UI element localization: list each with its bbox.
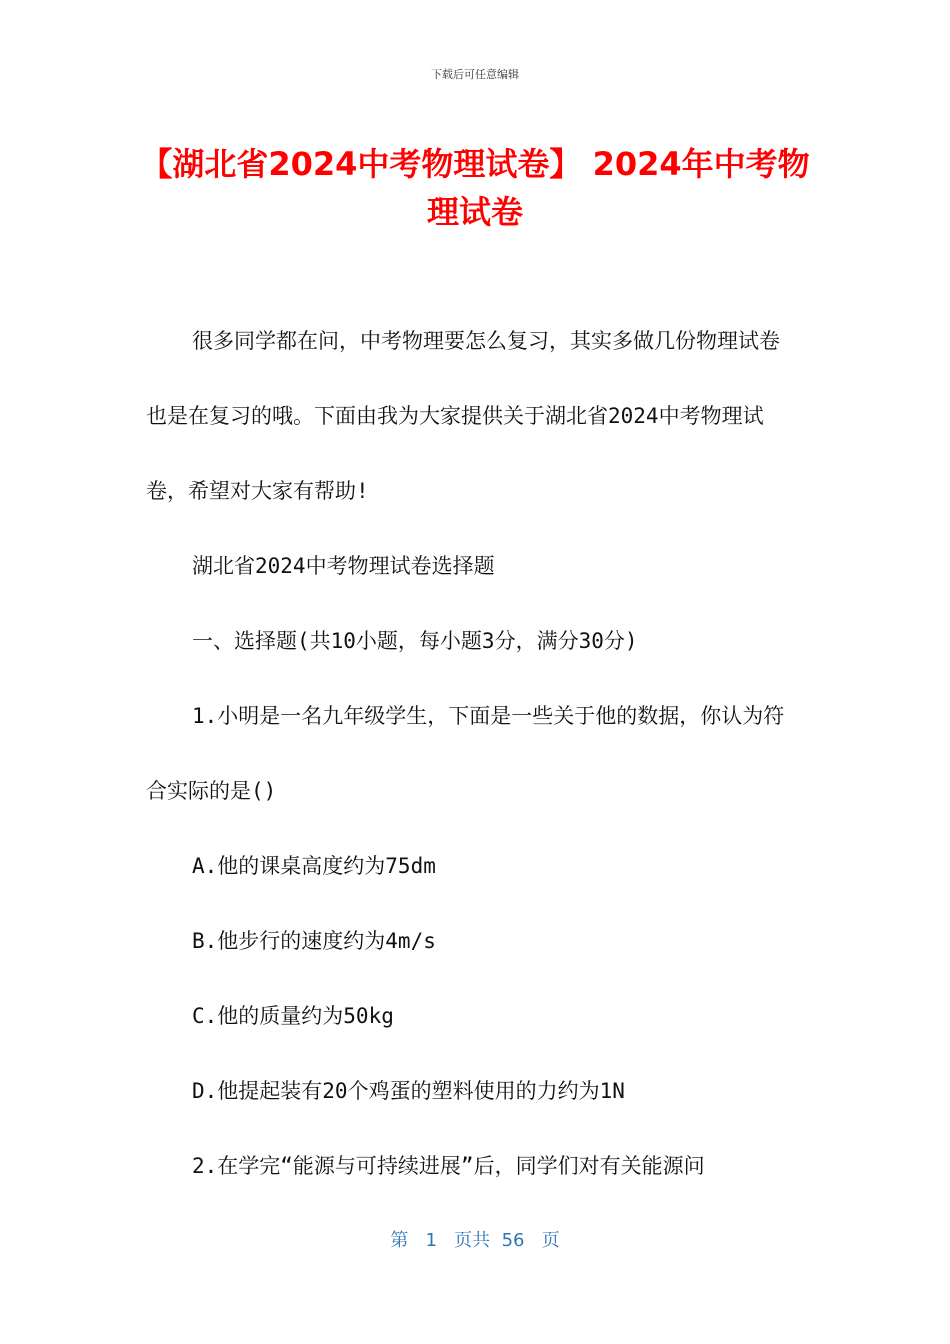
question-1: 1.小明是一名九年级学生，下面是一些关于他的数据，你认为符合实际的是() xyxy=(146,704,785,803)
document-title: 【湖北省2024中考物理试卷】 2024年中考物理试卷 xyxy=(140,145,810,231)
header-note: 下载后可任意编辑 xyxy=(431,68,519,81)
page-footer xyxy=(0,1226,950,1252)
footer-prefix: 第 xyxy=(390,1230,409,1251)
option-b: B.他步行的速度约为4m/s xyxy=(192,929,436,953)
option-c: C.他的质量约为50kg xyxy=(192,1004,394,1028)
footer-current-page: 1 xyxy=(425,1230,437,1251)
question-section-header: 一、选择题(共10小题，每小题3分，满分30分) xyxy=(192,629,638,653)
question-2: 2.在学完“能源与可持续进展”后，同学们对有关能源问 xyxy=(192,1154,705,1178)
paragraph-intro: 很多同学都在问，中考物理要怎么复习，其实多做几份物理试卷也是在复习的哦。下面由我为大家提供关于湖北省2024中考物理试卷，希望对大家有帮助! xyxy=(146,329,780,503)
option-a: A.他的课桌高度约为75dm xyxy=(192,854,436,878)
footer-total-pages: 56 xyxy=(501,1230,525,1251)
section-heading: 湖北省2024中考物理试卷选择题 xyxy=(192,554,495,578)
footer-middle: 页共 xyxy=(454,1230,491,1251)
option-d: D.他提起装有20个鸡蛋的塑料使用的力约为1N xyxy=(192,1079,625,1103)
footer-suffix: 页 xyxy=(541,1230,560,1251)
document-body xyxy=(146,304,796,1204)
